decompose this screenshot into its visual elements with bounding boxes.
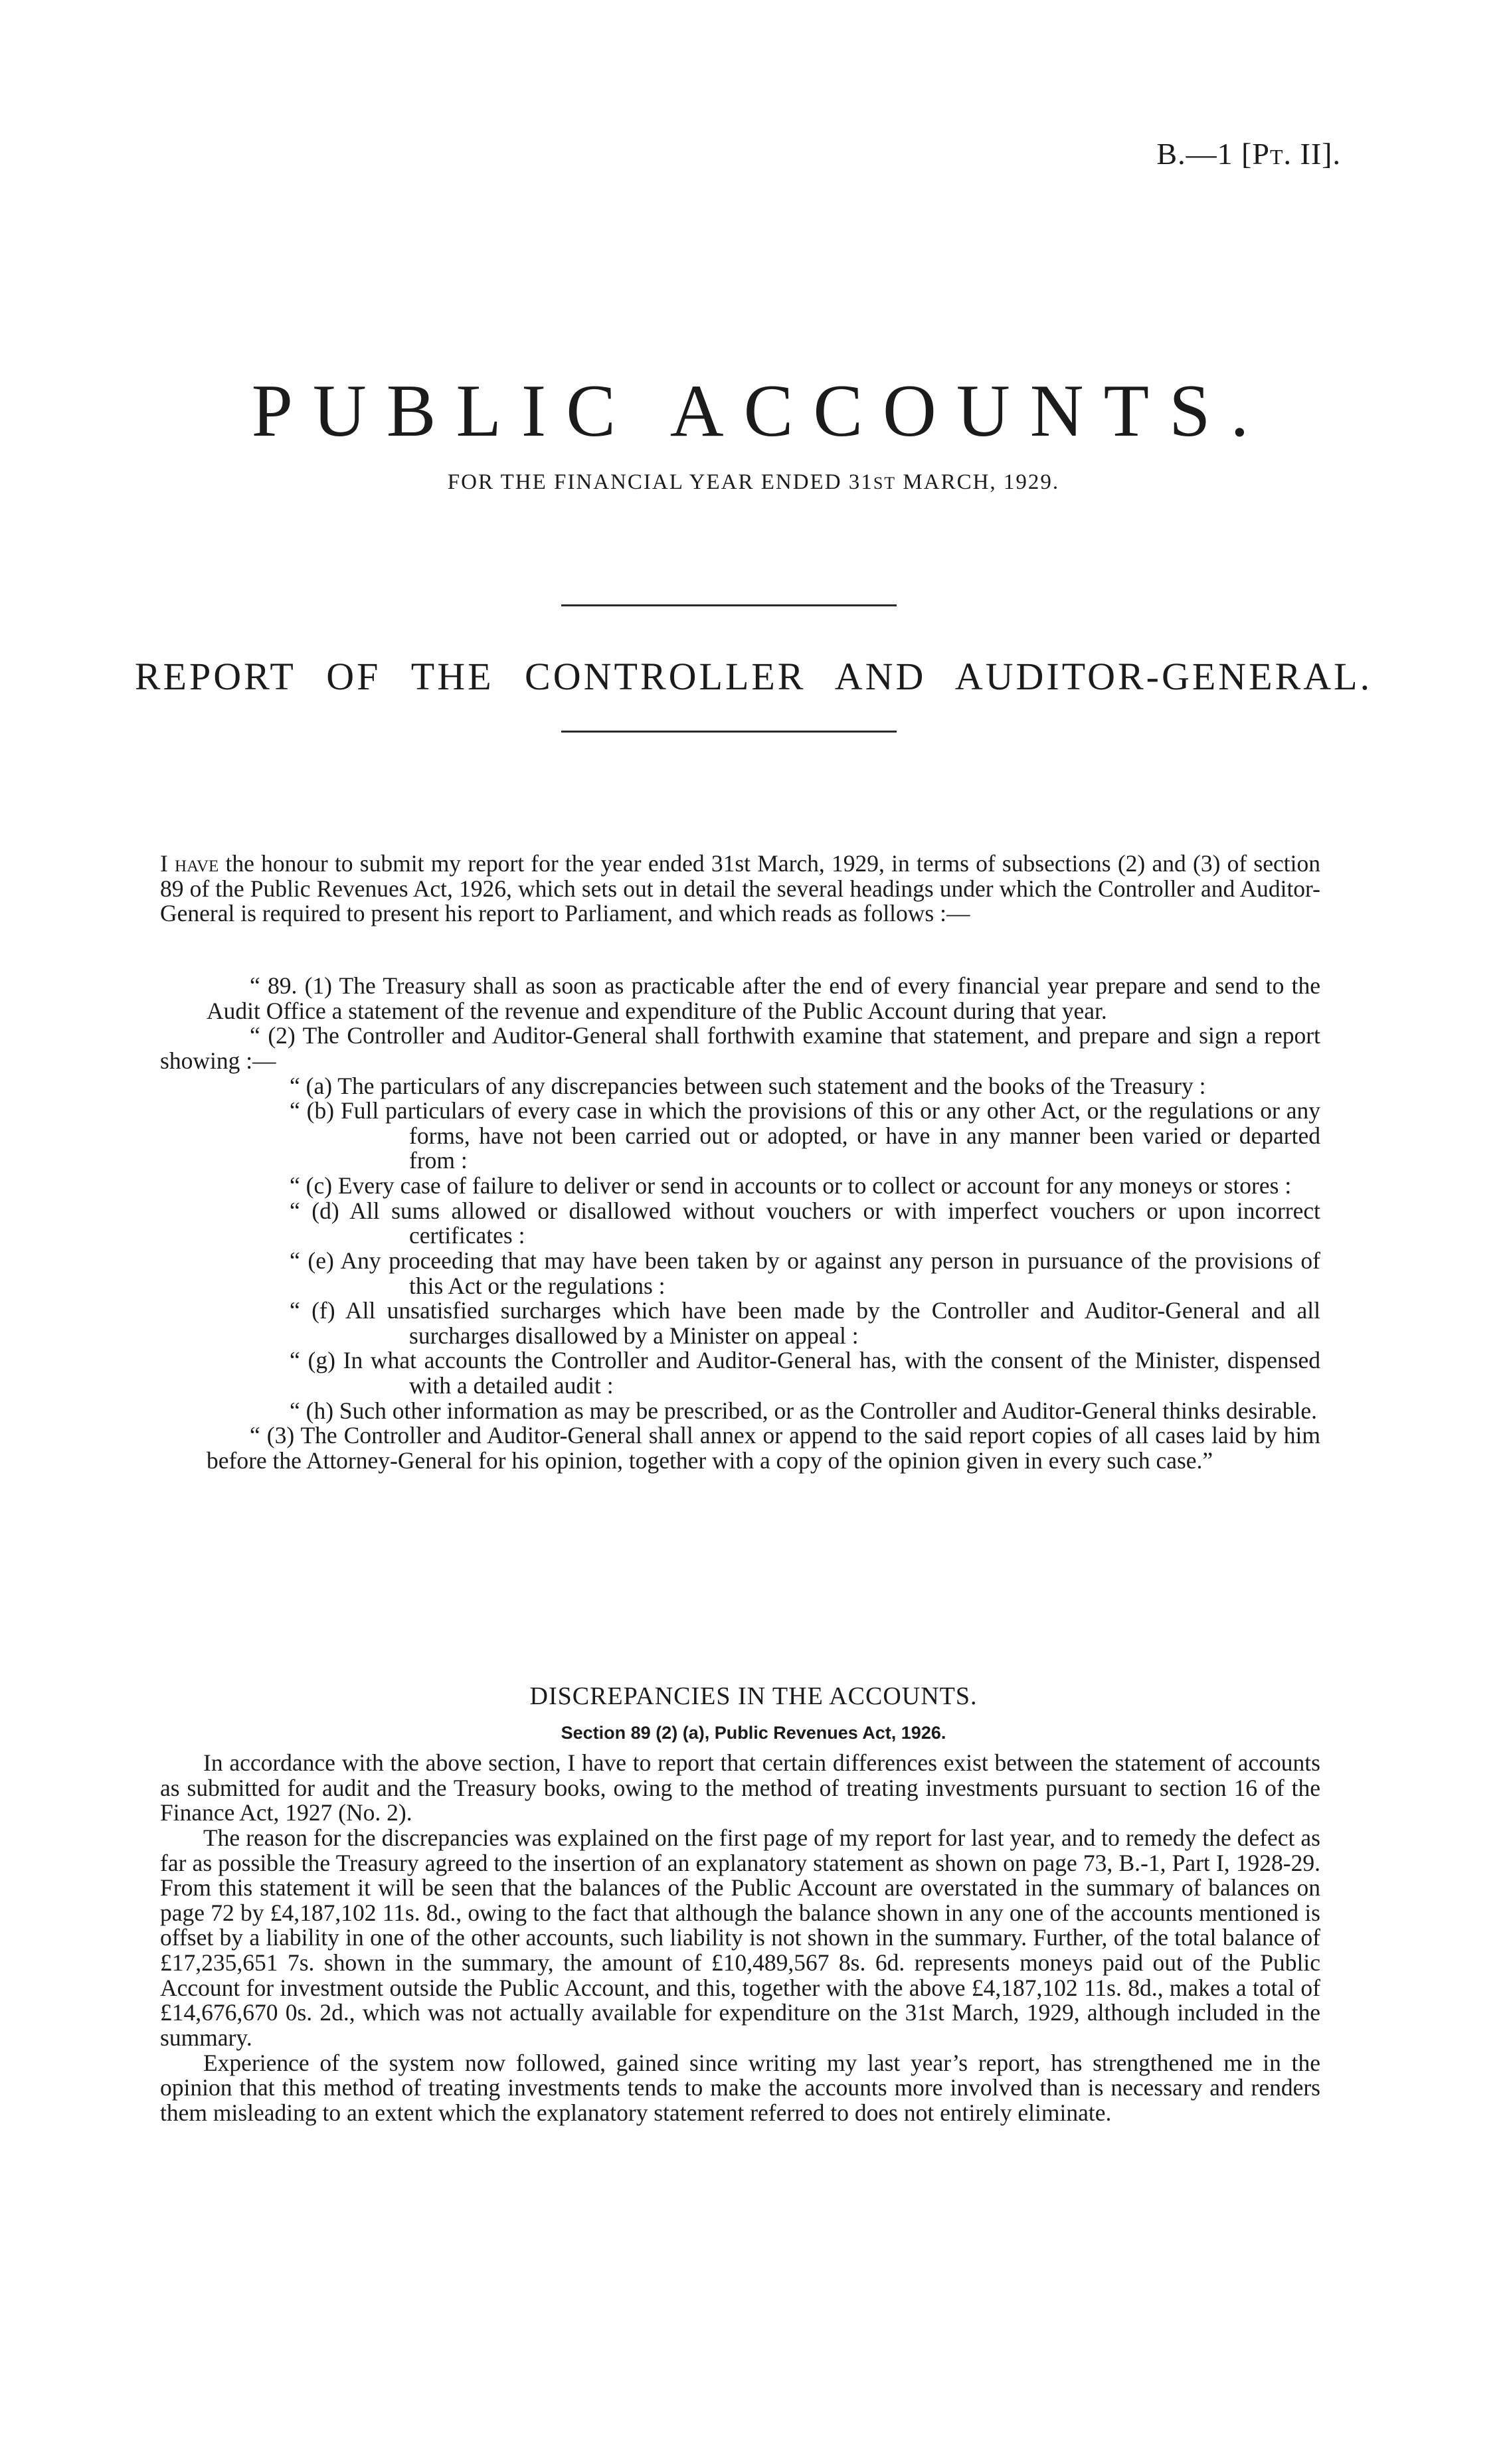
discrepancies-paragraph-1: In accordance with the above section, I have to report that certain differences exist between the statement of accounts as submitted for audit and the Treasury books, owing to the method of treating investments pursuant to section 16 of the Finance Act, 1927 (No. 2). <box>160 1749 1320 1826</box>
quote-subsection-2: “ (2) The Controller and Auditor-General shall forthwith examine that statement, and prepare and sign a report showing :— <box>160 1022 1320 1074</box>
discrepancies-paragraph-2: The reason for the discrepancies was explained on the first page of my report for last year, and to remedy the defect as far as possible the Treasury agreed to the insertion of an explanatory statement as shown on page 73, B.-1, Part I, 1928-29. From this statement it will be seen that the balances of the Public Account are overstated in the summary of balances on page 72 by £4,187,102 11s. 8d., owing to the fact that although the balance shown in any one of the accounts mentioned is offset by a liability in one of the other accounts, such liability is not shown in the summary. Further, of the total balance of £17,235,651 7s. shown in the summary, the amount of £10,489,567 8s. 6d. represents moneys paid out of the Public Account for investment outside the Public Account, and this, together with the above £4,187,102 11s. 8d., makes a total of £14,676,670 0s. 2d., which was not actually available for expenditure on the 31st March, 1929, although included in the summary. <box>160 1824 1320 2051</box>
financial-year-subtitle: FOR THE FINANCIAL YEAR ENDED 31ST MARCH, 1929. <box>447 470 1060 494</box>
quote-subsection-3: “ (3) The Controller and Auditor-General shall annex or append to the said report copies of all cases laid by him before the Attorney-General for his opinion, together with a copy of the opinion given in every such case.” <box>207 1422 1320 1474</box>
intro-paragraph: I have the honour to submit my report for the year ended 31st March, 1929, in terms of subsections (2) and (3) of section 89 of the Public Revenues Act, 1926, which sets out in detail the several headings under which the Controller and Auditor-General is required to present his report to Parliament, and which reads as follows :— <box>160 850 1320 927</box>
quote-item-h: “ (h) Such other information as may be prescribed, or as the Controller and Auditor-General thinks desirable. <box>290 1397 1318 1424</box>
discrepancies-heading: DISCREPANCIES IN THE ACCOUNTS. <box>529 1682 978 1710</box>
quote-item-d: “ (d) All sums allowed or disallowed without vouchers or with imperfect vouchers or upon incorrect certificates : <box>290 1197 1320 1249</box>
quote-item-g: “ (g) In what accounts the Controller and Auditor-General has, with the consent of the Minister, dispensed with a detailed audit : <box>290 1347 1320 1399</box>
section-reference: Section 89 (2) (a), Public Revenues Act, 1926. <box>561 1723 946 1743</box>
quote-item-e: “ (e) Any proceeding that may have been taken by or against any person in pursuance of the provisions of this Act or the regulations : <box>290 1247 1320 1299</box>
divider-top <box>561 604 897 606</box>
discrepancies-paragraph-3: Experience of the system now followed, gained since writing my last year’s report, has strengthened me in the opinion that this method of treating investments tends to make the accounts more involved than is necessary and renders them misleading to an extent which the explanatory statement referred to does not entirely eliminate. <box>160 2049 1320 2126</box>
quoted-section-89 <box>160 974 1320 1474</box>
discrepancies-body <box>160 1751 1320 2125</box>
divider-bottom <box>561 731 897 733</box>
report-title: REPORT OF THE CONTROLLER AND AUDITOR-GENERAL. <box>134 655 1373 698</box>
quote-item-f: “ (f) All unsatisfied surcharges which have been made by the Controller and Auditor-General and all surcharges disallowed by a Minister on appeal : <box>290 1297 1320 1349</box>
main-title: PUBLIC ACCOUNTS. <box>251 370 1269 452</box>
quote-subsection-1: “ 89. (1) The Treasury shall as soon as practicable after the end of every financial year prepare and send to the Audit Office a statement of the revenue and expenditure of the Public Account during that year. <box>207 972 1320 1024</box>
quote-item-a: “ (a) The particulars of any discrepancies between such statement and the books of the Treasury : <box>290 1072 1206 1099</box>
quote-item-c: “ (c) Every case of failure to deliver or send in accounts or to collect or account for any moneys or stores : <box>290 1172 1292 1199</box>
document-reference: B.—1 [Pt. II]. <box>1156 137 1341 171</box>
quote-item-b: “ (b) Full particulars of every case in which the provisions of this or any other Act, or the regulations or any forms, have not been carried out or adopted, or have in any manner been varied or departed from : <box>290 1097 1320 1174</box>
